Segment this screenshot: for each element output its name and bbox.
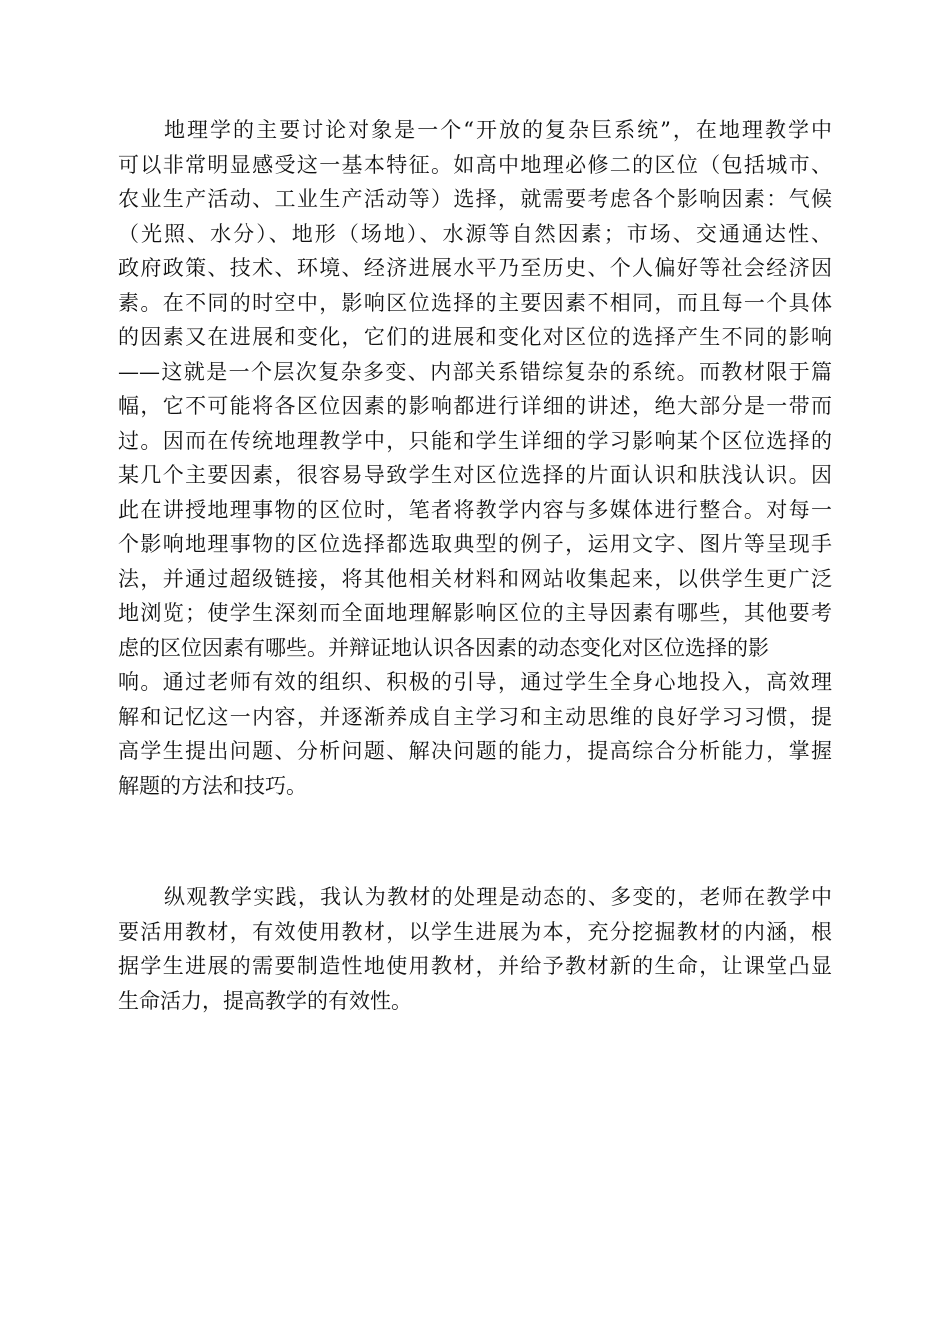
paragraph-line: 的因素又在进展和变化，它们的进展和变化对区位的选择产生不同的影响 (118, 325, 832, 349)
paragraph-line: 生命活力，提高教学的有效性。 (118, 988, 412, 1013)
paragraph-line: 据学生进展的需要制造性地使用教材，并给予教材新的生命，让课堂凸显 (118, 954, 832, 978)
paragraph-line: ——这就是一个层次复杂多变、内部关系错综复杂的系统。而教材限于篇 (118, 359, 832, 384)
paragraph-line: 过。因而在传统地理教学中，只能和学生详细的学习影响某个区位选择的 (118, 428, 832, 453)
paragraph-line: 政府政策、技术、环境、经济进展水平乃至历史、个人偏好等社会经济因 (118, 256, 832, 280)
paragraph-line: 个影响地理事物的区位选择都选取典型的例子，运用文字、图片等呈现手 (118, 532, 832, 556)
paragraph-line: 农业生产活动、工业生产活动等）选择，就需要考虑各个影响因素：气候 (118, 187, 832, 211)
paragraph-line: 响。通过老师有效的组织、积极的引导，通过学生全身心地投入，高效理 (118, 670, 832, 694)
paragraph-line: 可以非常明显感受这一基本特征。如高中地理必修二的区位（包括城市、 (118, 152, 832, 177)
paragraph-line: 高学生提出问题、分析问题、解决问题的能力，提高综合分析能力，掌握 (118, 739, 832, 763)
paragraph-line: 地理学的主要讨论对象是一个“开放的复杂巨系统”，在地理教学中 (164, 118, 832, 142)
paragraph-line: 某几个主要因素，很容易导致学生对区位选择的片面认识和肤浅认识。因 (118, 463, 832, 487)
paragraph-line: 素。在不同的时空中，影响区位选择的主要因素不相同，而且每一个具体 (118, 290, 832, 315)
paragraph-1 (118, 113, 832, 803)
paragraph-line: 虑的区位因素有哪些。并辩证地认识各因素的动态变化对区位选择的影 (118, 635, 769, 660)
paragraph-line: 解和记忆这一内容，并逐渐养成自主学习和主动思维的良好学习习惯，提 (118, 704, 832, 729)
paragraph-line: 幅，它不可能将各区位因素的影响都进行详细的讲述，绝大部分是一带而 (118, 394, 832, 418)
paragraph-line: 地浏览；使学生深刻而全面地理解影响区位的主导因素有哪些，其他要考 (118, 601, 832, 625)
paragraph-line: 此在讲授地理事物的区位时，笔者将教学内容与多媒体进行整合。对每一 (118, 497, 832, 522)
paragraph-line: 解题的方法和技巧。 (118, 773, 307, 798)
paragraph-line: 纵观教学实践，我认为教材的处理是动态的、多变的，老师在教学中 (164, 885, 832, 909)
paragraph-line: 法，并通过超级链接，将其他相关材料和网站收集起来，以供学生更广泛 (118, 566, 832, 591)
paragraph-line: （光照、水分）、地形（场地）、水源等自然因素；市场、交通通达性、 (118, 221, 832, 246)
paragraph-line: 要活用教材，有效使用教材，以学生进展为本，充分挖掘教材的内涵，根 (118, 919, 832, 944)
paragraph-2 (118, 880, 832, 1018)
